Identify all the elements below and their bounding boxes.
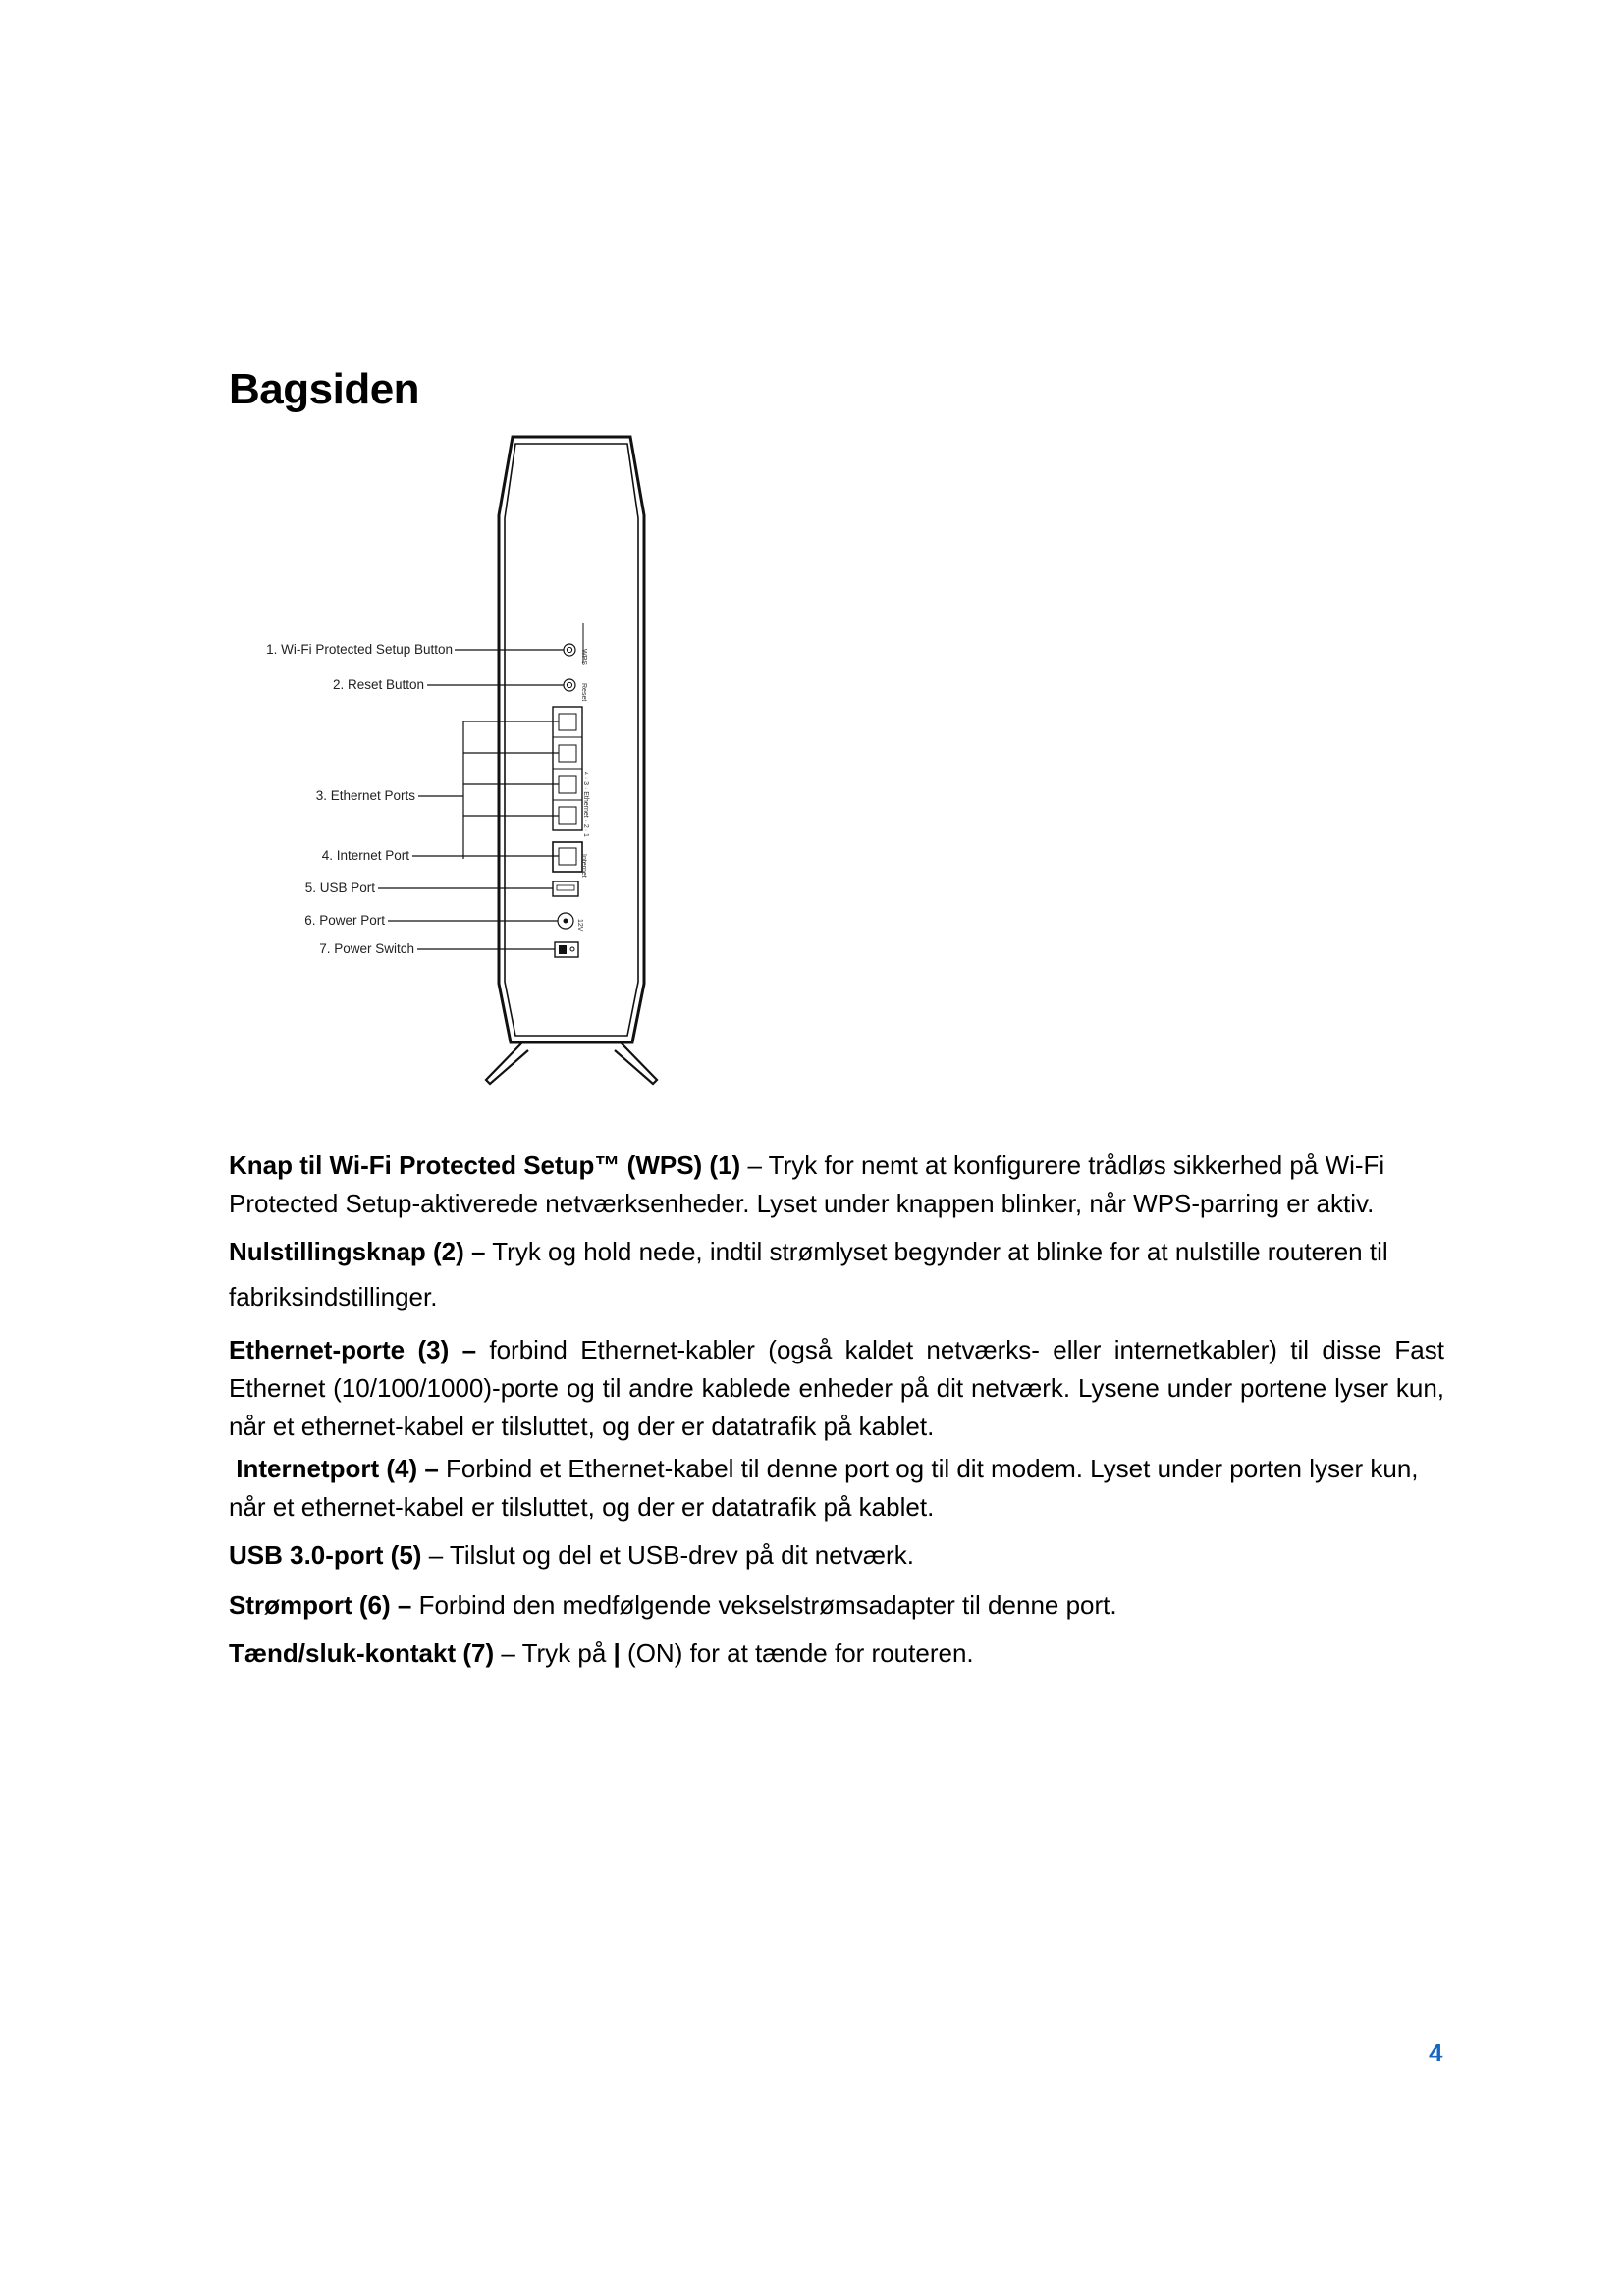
term-internet: Internetport (4) – bbox=[236, 1454, 439, 1483]
page-title: Bagsiden bbox=[229, 365, 420, 413]
callout-power-port: 6. Power Port bbox=[304, 913, 385, 928]
paragraph-usb bbox=[229, 1536, 1444, 1575]
paragraph-reset bbox=[229, 1229, 1444, 1319]
paragraph-ethernet bbox=[229, 1331, 1444, 1446]
router-stand-right bbox=[615, 1042, 657, 1084]
svg-text:Internet: Internet bbox=[580, 854, 587, 878]
term-power-port: Strømport (6) – bbox=[229, 1590, 412, 1620]
callout-reset-button: 2. Reset Button bbox=[332, 677, 424, 692]
paragraph-internet bbox=[229, 1450, 1444, 1526]
desc-usb: – Tilslut og del et USB-drev på dit netværk. bbox=[421, 1540, 914, 1570]
callout-wps-button: 1. Wi-Fi Protected Setup Button bbox=[266, 642, 453, 657]
callout-power-switch: 7. Power Switch bbox=[319, 941, 414, 956]
ethernet-ports-icon bbox=[553, 707, 582, 830]
switch-on-symbol: | bbox=[613, 1638, 621, 1668]
term-wps: Knap til Wi-Fi Protected Setup™ (WPS) (1) bbox=[229, 1150, 741, 1180]
svg-text:12V: 12V bbox=[576, 919, 583, 932]
term-power-switch: Tænd/sluk-kontakt (7) bbox=[229, 1638, 495, 1668]
term-reset: Nulstillingsknap (2) – bbox=[229, 1237, 486, 1266]
body-text bbox=[229, 1147, 1444, 1673]
wps-button-icon bbox=[564, 644, 575, 656]
page-number: 4 bbox=[1429, 2038, 1443, 2067]
desc-power-switch-after: (ON) for at tænde for routeren. bbox=[620, 1638, 974, 1668]
router-stand-left bbox=[486, 1042, 528, 1084]
svg-text:4 · 3 · Ethernet · 2 · 1: 4 · 3 · Ethernet · 2 · 1 bbox=[582, 772, 589, 837]
desc-ethernet: forbind Ethernet-kabler (også kaldet netværks- eller internetkabler) til disse Fast Ethernet (10/100/1000)-porte og til andre kablede enheder på dit netværk. Lysene under portene lyser kun, når et ethernet-kabel er tilsluttet, og der er datatrafik på kablet. bbox=[229, 1335, 1444, 1441]
paragraph-power-switch bbox=[229, 1634, 1444, 1673]
router-body-outline bbox=[499, 437, 644, 1042]
svg-text:WPS: WPS bbox=[580, 649, 587, 665]
reset-button-icon bbox=[564, 679, 575, 691]
internet-port-icon bbox=[553, 842, 582, 872]
router-body-inner-outline bbox=[505, 444, 638, 1036]
desc-wps: – Tryk for nemt at konfigurere trådløs sikkerhed på Wi-Fi Protected Setup-aktiverede netværksenheder. Lyset under knappen blinker, når WPS-parring er aktiv. bbox=[229, 1150, 1385, 1218]
svg-text:Reset: Reset bbox=[580, 683, 587, 702]
power-switch-icon bbox=[555, 942, 578, 957]
term-usb: USB 3.0-port (5) bbox=[229, 1540, 422, 1570]
desc-reset: Tryk og hold nede, indtil strømlyset begynder at blinke for at nulstille routeren til fabriksindstillinger. bbox=[229, 1237, 1388, 1311]
callout-internet-port: 4. Internet Port bbox=[321, 848, 409, 863]
callout-usb-port: 5. USB Port bbox=[304, 881, 375, 895]
paragraph-power-port bbox=[229, 1586, 1444, 1625]
desc-internet: Forbind et Ethernet-kabel til denne port og til dit modem. Lyset under porten lyser kun, når et ethernet-kabel er tilsluttet, og der er datatrafik på kablet. bbox=[229, 1454, 1419, 1522]
router-back-figure bbox=[221, 422, 712, 1139]
callout-ethernet-ports: 3. Ethernet Ports bbox=[315, 788, 415, 803]
desc-power-switch-before: – Tryk på bbox=[494, 1638, 614, 1668]
desc-power-port: Forbind den medfølgende vekselstrømsadapter til denne port. bbox=[411, 1590, 1117, 1620]
paragraph-wps bbox=[229, 1147, 1444, 1223]
term-ethernet: Ethernet-porte (3) – bbox=[229, 1335, 477, 1364]
